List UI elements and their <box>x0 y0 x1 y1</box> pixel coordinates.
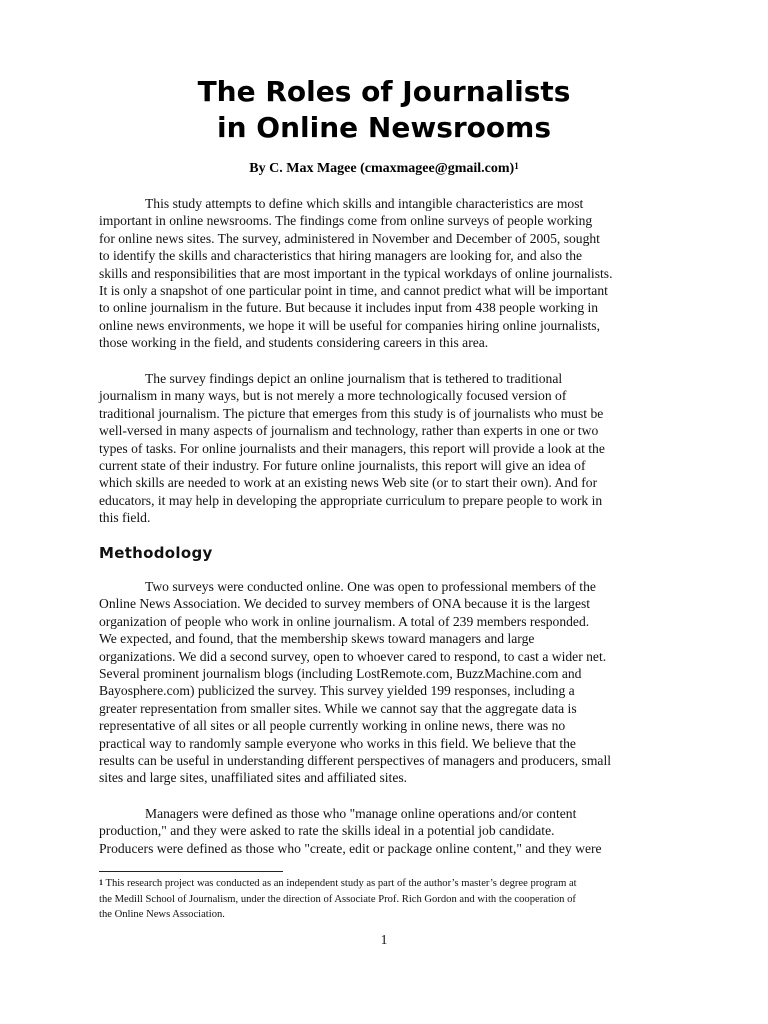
text-line: journalism in many ways, but is not merely a more technologically focused version of <box>99 388 567 404</box>
footnote <box>99 876 669 923</box>
paragraph-findings <box>99 370 667 527</box>
text-line: sites and large sites, unaffiliated sites and affiliated sites. <box>99 770 408 786</box>
text-line: Two surveys were conducted online. One was open to professional members of the <box>145 579 596 594</box>
text-line: results can be useful in understanding different perspectives of managers and producers, small <box>99 753 611 769</box>
paragraph-definitions <box>99 805 667 857</box>
text-line: to online journalism in the future. But because it includes input from 438 people working in <box>99 300 599 316</box>
author-byline <box>100 160 668 178</box>
text-line: those working in the field, and students considering careers in this area. <box>99 335 489 351</box>
text-line: this field. <box>99 510 151 526</box>
text-line: This study attempts to define which skills and intangible characteristics are most <box>145 196 584 211</box>
text-line: greater representation from smaller sites. While we cannot say that the aggregate data is <box>99 700 577 716</box>
footnote-line: the Online News Association. <box>99 909 225 920</box>
text-line: Managers were defined as those who "manage online operations and/or content <box>145 806 577 821</box>
text-line: The survey findings depict an online journalism that is tethered to traditional <box>145 371 563 386</box>
text-line: It is only a snapshot of one particular point in time, and cannot predict what will be important <box>99 283 608 299</box>
text-line: well-versed in many aspects of journalism and technology, rather than experts in one or two <box>99 423 599 439</box>
text-line: types of tasks. For online journalists and their managers, this report will provide a look at the <box>99 440 605 456</box>
text-line: organization of people who work in online journalism. A total of 239 members responded. <box>99 613 590 629</box>
footnote-reference[interactable]: 1 <box>514 161 519 171</box>
footnote-line: the Medill School of Journalism, under the direction of Associate Prof. Rich Gordon and with the cooperation of <box>99 893 576 905</box>
document-title <box>100 74 668 146</box>
text-line: online news environments, we hope it will be useful for companies hiring online journalists, <box>99 317 600 333</box>
footnote-divider <box>99 871 283 872</box>
text-line: skills and responsibilities that are most important in the typical workdays of online journalists. <box>99 265 613 281</box>
text-line: organizations. We did a second survey, open to whoever cared to respond, to cast a wider net. <box>99 648 607 664</box>
text-line: which skills are needed to work at an existing news Web site (or to start their own). And for <box>99 475 598 491</box>
text-line: for online news sites. The survey, administered in November and December of 2005, sought <box>99 230 600 246</box>
text-line: educators, it may help in developing the appropriate curriculum to prepare people to work in <box>99 492 603 508</box>
paragraph-methodology <box>99 578 667 787</box>
paragraph-intro <box>99 195 667 352</box>
text-line: Bayosphere.com) publicized the survey. This survey yielded 199 responses, including a <box>99 683 575 699</box>
text-line: current state of their industry. For future online journalists, this report will give an idea of <box>99 458 586 474</box>
text-line: traditional journalism. The picture that emerges from this study is of journalists who must be <box>99 405 604 421</box>
text-line: to identify the skills and characteristics that hiring managers are looking for, and also the <box>99 248 583 264</box>
page-number: 1 <box>380 932 388 947</box>
footnote-text: This research project was conducted as an independent study as part of the author’s master’s degree program at <box>105 878 577 889</box>
text-line: important in online newsrooms. The findings come from online surveys of people working <box>99 213 593 229</box>
text-line: Producers were defined as those who "create, edit or package online content," and they were <box>99 840 602 856</box>
footnote-mark: 1 <box>99 878 103 887</box>
section-heading-methodology: Methodology <box>99 544 213 562</box>
text-line: Several prominent journalism blogs (including LostRemote.com, BuzzMachine.com and <box>99 666 582 682</box>
text-line: Online News Association. We decided to survey members of ONA because it is the largest <box>99 596 591 612</box>
title-line: in Online Newsrooms <box>217 111 551 144</box>
byline-text: By C. Max Magee (cmaxmagee@gmail.com) <box>249 161 515 176</box>
footnote-line <box>99 876 669 892</box>
text-line: representative of all sites or all people currently working in online news, there was no <box>99 718 566 734</box>
text-line: practical way to randomly sample everyone who works in this field. We believe that the <box>99 735 576 751</box>
title-line: The Roles of Journalists <box>197 75 571 108</box>
text-line: We expected, and found, that the membership skews toward managers and large <box>99 631 535 647</box>
text-line: production," and they were asked to rate the skills ideal in a potential job candidate. <box>99 823 555 839</box>
